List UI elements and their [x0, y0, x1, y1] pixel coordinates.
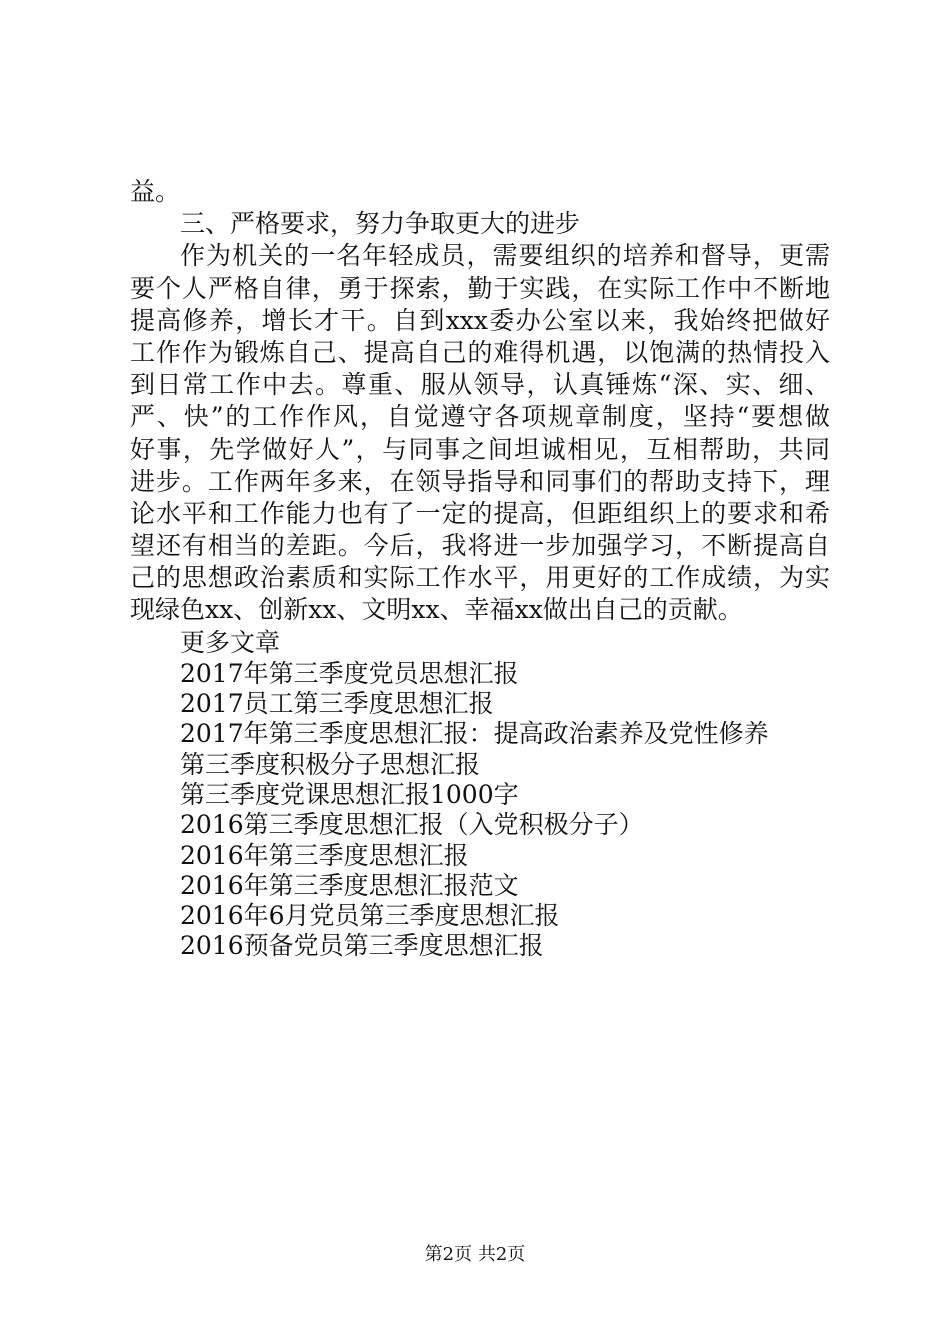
paragraph-line: 到日常工作中去。尊重、服从领导，认真锤炼“深、实、细、: [130, 370, 830, 400]
paragraph-line: 论水平和工作能力也有了一定的提高，但距组织上的要求和希: [130, 498, 830, 528]
paragraph-line: 作为机关的一名年轻成员，需要组织的培养和督导，更需: [180, 241, 830, 271]
more-article-link[interactable]: 2016年6月党员第三季度思想汇报: [180, 901, 560, 931]
paragraph-line: 现绿色xx、创新xx、文明xx、幸福xx做出自己的贡献。: [130, 595, 743, 625]
more-article-link[interactable]: 2016年第三季度思想汇报范文: [180, 870, 519, 900]
paragraph-line: 提高修养，增长才干。自到xxx委办公室以来，我始终把做好: [130, 305, 830, 335]
more-article-link[interactable]: 2016第三季度思想汇报（入党积极分子）: [180, 810, 644, 840]
more-article-link[interactable]: 2017员工第三季度思想汇报: [180, 689, 494, 719]
paragraph-line: 己的思想政治素质和实际工作水平，用更好的工作成绩，为实: [130, 563, 830, 593]
more-article-link[interactable]: 2016年第三季度思想汇报: [180, 840, 469, 870]
paragraph-line: 三、严格要求，努力争取更大的进步: [180, 209, 581, 239]
paragraph-line: 益。: [130, 177, 181, 206]
more-article-link[interactable]: 2017年第三季度党员思想汇报: [180, 658, 519, 688]
paragraph-line: 进步。工作两年多来，在领导指导和同事们的帮助支持下，理: [130, 466, 830, 496]
more-article-link[interactable]: 第三季度积极分子思想汇报: [180, 749, 481, 779]
more-article-link[interactable]: 2016预备党员第三季度思想汇报: [180, 931, 544, 961]
more-articles-list: [130, 659, 830, 962]
paragraph-line: 工作作为锻炼自己、提高自己的难得机遇，以饱满的热情投入: [130, 337, 830, 367]
paragraph-line: 严、快”的工作作风，自觉遵守各项规章制度，坚持“要想做: [130, 402, 830, 432]
paragraph-line: 要个人严格自律，勇于探索，勤于实践，在实际工作中不断地: [130, 273, 830, 303]
page-footer: 第2页 共2页: [424, 1244, 526, 1265]
more-article-link[interactable]: 2017年第三季度思想汇报：提高政治素养及党性修养: [180, 719, 769, 749]
more-articles-heading: 更多文章: [180, 627, 281, 657]
paragraph-line: 好事，先学做好人”，与同事之间坦诚相见，互相帮助，共同: [130, 434, 830, 464]
document-body: [130, 176, 830, 962]
paragraph-line: 望还有相当的差距。今后，我将进一步加强学习，不断提高自: [130, 531, 830, 561]
paragraph-lines: [130, 176, 830, 627]
more-article-link[interactable]: 第三季度党课思想汇报1000字: [180, 780, 519, 809]
